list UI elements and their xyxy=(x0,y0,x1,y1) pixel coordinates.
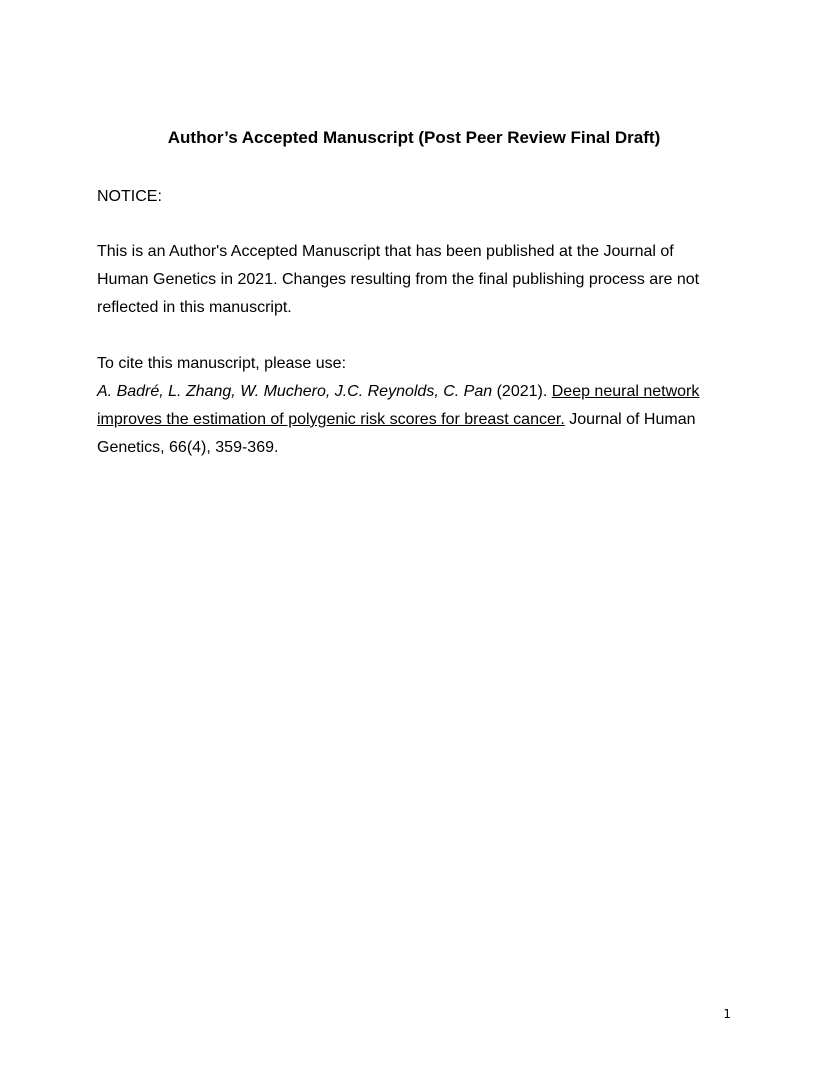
notice-line: This is an Author's Accepted Manuscript that has been published at the Journal of xyxy=(97,243,674,260)
notice-paragraph xyxy=(97,238,737,322)
article-title-link[interactable]: improves the estimation of polygenic risk scores for breast cancer. xyxy=(97,411,565,428)
page-title: Author’s Accepted Manuscript (Post Peer Review Final Draft) xyxy=(167,128,661,147)
article-title-link[interactable]: Deep neural network xyxy=(551,383,700,400)
notice-label: NOTICE: xyxy=(97,188,162,205)
citation-block xyxy=(97,350,737,462)
citation-year: (2021). xyxy=(492,383,552,400)
citation-line-1 xyxy=(97,378,737,406)
citation-line-3: Genetics, 66(4), 359-369. xyxy=(97,439,279,456)
cite-intro: To cite this manuscript, please use: xyxy=(97,355,347,372)
citation-authors: A. Badré, L. Zhang, W. Muchero, J.C. Reynolds, C. Pan xyxy=(97,383,493,400)
page-number: 1 xyxy=(723,1007,731,1021)
citation-journal: Journal of Human xyxy=(564,411,696,428)
notice-line: Human Genetics in 2021. Changes resulting from the final publishing process are not xyxy=(97,271,700,288)
notice-line: reflected in this manuscript. xyxy=(97,299,292,316)
citation-line-2 xyxy=(97,406,737,434)
